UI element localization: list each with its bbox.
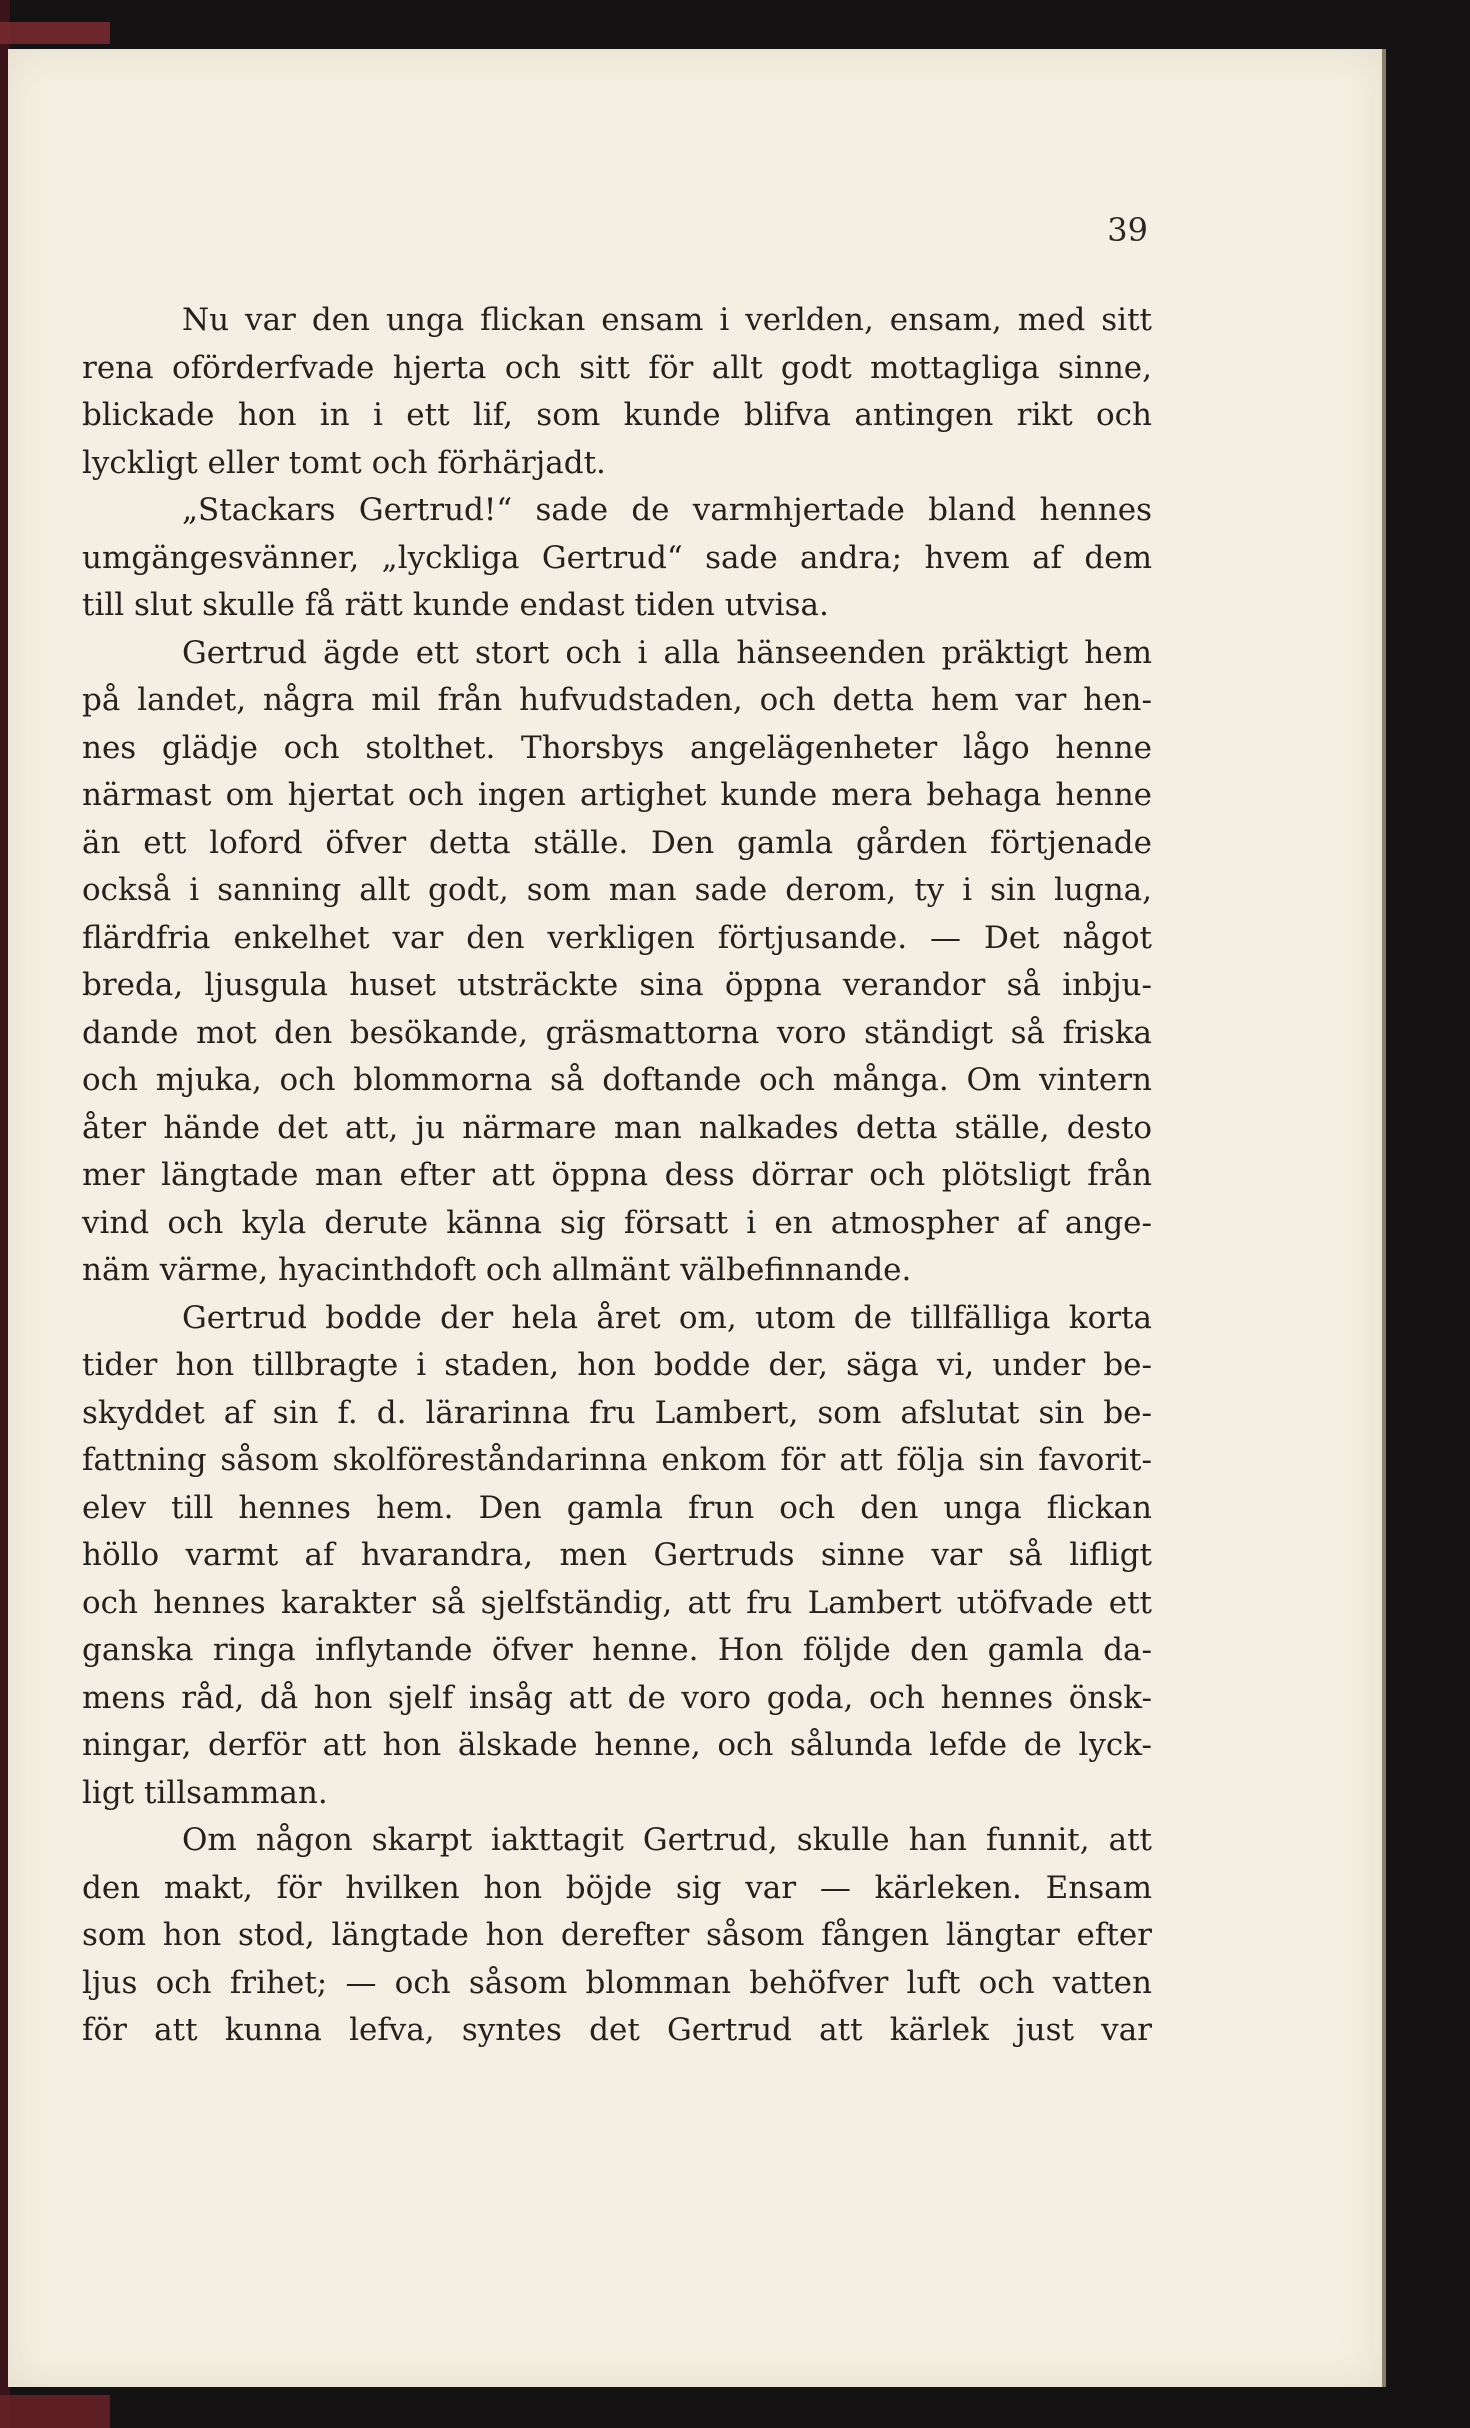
text-line: också i sanning allt godt, som man sade derom, ty i sin lugna, [82,872,1152,908]
text-line: mens råd, då hon sjelf insåg att de voro goda, och hennes önsk- [82,1679,1152,1716]
text-line: ligt tillsamman. [82,1774,328,1811]
binding-ribbon-bottom [0,2395,110,2428]
text-line: än ett loford öfver detta ställe. Den gamla gården förtjenade [82,824,1152,861]
text-line: skyddet af sin f. d. lärarinna fru Lambert, som afslutat sin be- [82,1394,1152,1431]
text-line: höllo varmt af hvarandra, men Gertruds sinne var så lifligt [82,1537,1152,1573]
text-line: näm värme, hyacinthdoft och allmänt välbefinnande. [82,1252,912,1288]
text-line: Gertrud bodde der hela året om, utom de tillfälliga korta [182,1299,1152,1336]
text-line: till slut skulle få rätt kunde endast tiden utvisa. [82,587,829,623]
text-line: breda, ljusgula huset utsträckte sina öppna verandor så inbju- [82,967,1152,1003]
text-line: elev till hennes hem. Den gamla frun och den unga flickan [82,1489,1152,1526]
text-line: lyckligt eller tomt och förhärjadt. [82,444,606,481]
text-line: ganska ringa inflytande öfver henne. Hon följde den gamla da- [82,1632,1152,1668]
text-line: vind och kyla derute känna sig försatt i en atmospher af ange- [82,1204,1152,1241]
page-number: 39 [1107,211,1148,249]
text-line: den makt, för hvilken hon böjde sig var — kärleken. Ensam [82,1869,1152,1906]
text-line: och hennes karakter så sjelfständig, att fru Lambert utöfvade ett [82,1584,1152,1621]
text-line: umgängesvänner, „lyckliga Gertrud“ sade andra; hvem af dem [82,539,1152,576]
text-line: „Stackars Gertrud!“ sade de varmhjertade bland hennes [182,492,1152,528]
text-line: fattning såsom skolföreståndarinna enkom för att följa sin favorit- [82,1442,1152,1478]
text-line: Om någon skarpt iakttagit Gertrud, skulle han funnit, att [182,1822,1152,1858]
text-line: Gertrud ägde ett stort och i alla hänseenden präktigt hem [182,634,1152,671]
binding-ribbon-top [0,22,110,44]
page-edge [1382,49,1386,2387]
text-line: rena oförderfvade hjerta och sitt för allt godt mottagliga sinne, [82,349,1152,386]
body-text [82,297,1152,2055]
text-line: nes glädje och stolthet. Thorsbys angelägenheter lågo henne [82,729,1152,766]
book-page [8,49,1382,2387]
text-line: mer längtade man efter att öppna dess dörrar och plötsligt från [82,1157,1152,1193]
text-line: och mjuka, och blommorna så doftande och många. Om vintern [82,1062,1152,1098]
text-line: på landet, några mil från hufvudstaden, och detta hem var hen- [82,682,1152,718]
text-line: som hon stod, längtade hon derefter såsom fången längtar efter [82,1917,1152,1953]
text-line: flärdfria enkelhet var den verkligen förtjusande. — Det något [82,919,1152,956]
text-line: tider hon tillbragte i staden, hon bodde der, säga vi, under be- [82,1347,1152,1383]
text-line: ningar, derför att hon älskade henne, och sålunda lefde de lyck- [82,1727,1152,1763]
text-line: dande mot den besökande, gräsmattorna voro ständigt så friska [82,1014,1152,1051]
text-line: blickade hon in i ett lif, som kunde blifva antingen rikt och [82,397,1152,433]
text-line: Nu var den unga flickan ensam i verlden, ensam, med sitt [182,302,1152,338]
text-line: närmast om hjertat och ingen artighet kunde mera behaga henne [82,777,1152,813]
text-line: åter hände det att, ju närmare man nalkades detta ställe, desto [82,1109,1152,1146]
text-line: för att kunna lefva, syntes det Gertrud att kärlek just var [82,2012,1152,2048]
text-line: ljus och frihet; — och såsom blomman behöfver luft och vatten [82,1964,1152,2001]
